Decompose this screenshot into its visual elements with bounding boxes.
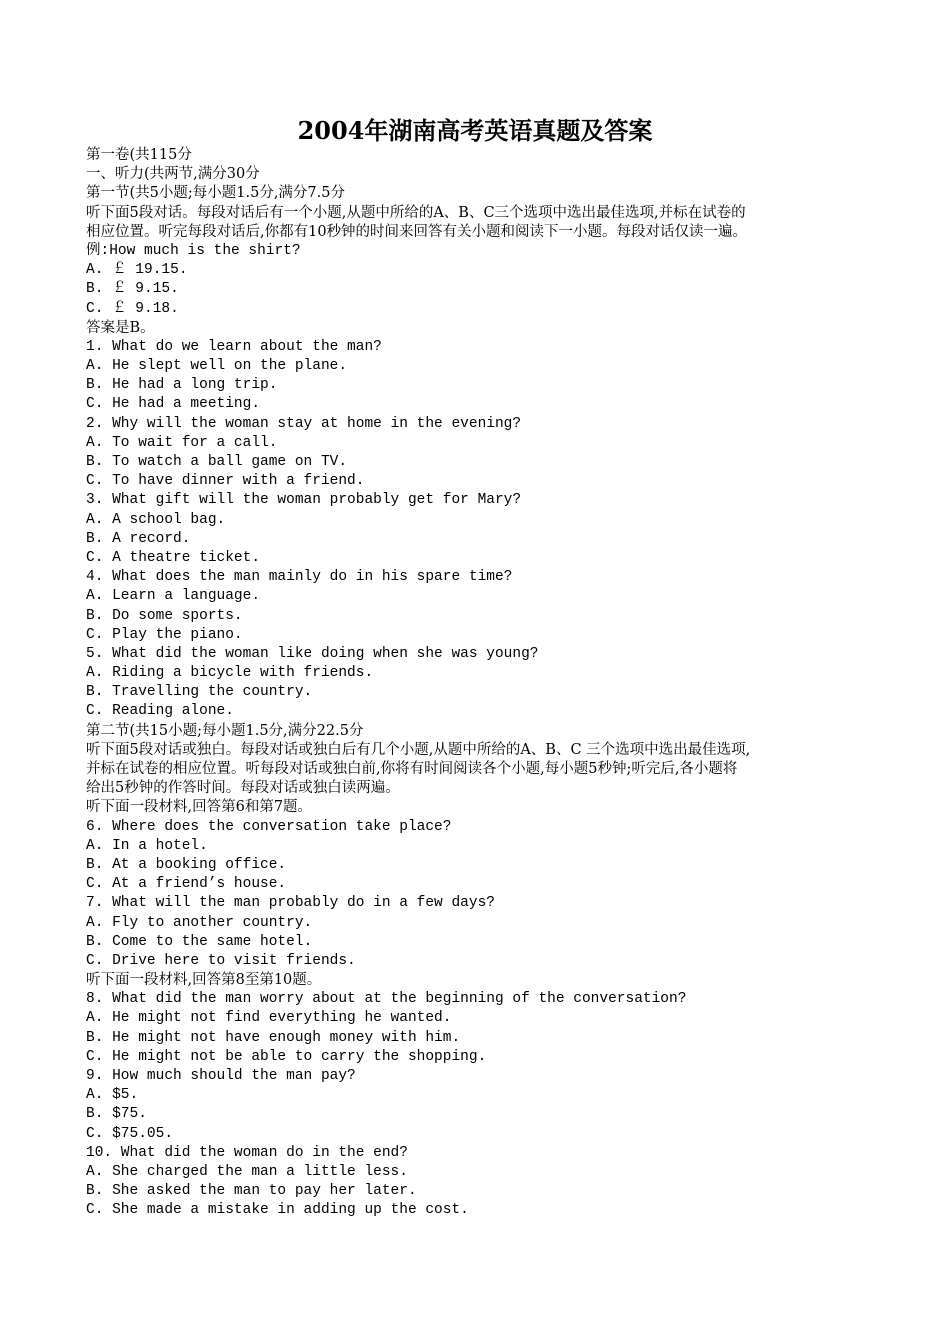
instruction-line: 相应位置。听完每段对话后,你都有10秒钟的时间来回答有关小题和阅读下一小题。每段对话仅读一遍。	[86, 223, 748, 240]
text-line: B. $75.	[86, 1106, 147, 1123]
text-line: 例:How much is the shirt?	[86, 242, 301, 259]
instruction-line: 一、听力(共两节,满分30分	[86, 166, 260, 183]
instruction-line: 给出5秒钟的作答时间。每段对话或独白读两遍。	[86, 780, 400, 797]
text-line: B. He might not have enough money with him.	[86, 1029, 461, 1046]
text-line: C. $75.05.	[86, 1125, 174, 1142]
text-line: C. He had a meeting.	[86, 396, 261, 413]
text-line: 1. What do we learn about the man?	[86, 338, 382, 355]
document-body	[86, 146, 866, 1221]
instruction-line: 听下面一段材料,回答第8至第10题。	[86, 972, 322, 989]
text-line: A. ￡ 19.15.	[86, 262, 188, 279]
text-line: C. To have dinner with a friend.	[86, 473, 365, 490]
text-line: B. Come to the same hotel.	[86, 933, 313, 950]
text-line: C. ￡ 9.18.	[86, 300, 179, 317]
text-line: A. He slept well on the plane.	[86, 358, 348, 375]
instruction-line: 第一卷(共115分	[86, 147, 192, 163]
text-line: A. A school bag.	[86, 511, 226, 528]
instruction-line: 听下面5段对话。每段对话后有一个小题,从题中所给的A、B、C三个选项中选出最佳选项,并标在试卷的	[86, 204, 746, 221]
page-title: 2004年湖南高考英语真题及答案	[297, 116, 653, 145]
text-line: B. A record.	[86, 530, 191, 547]
instruction-line: 听下面一段材料,回答第6和第7题。	[86, 799, 313, 816]
text-line: A. To wait for a call.	[86, 434, 278, 451]
text-line: A. Riding a bicycle with friends.	[86, 665, 374, 682]
text-line: B. ￡ 9.15.	[86, 281, 179, 298]
text-line: B. At a booking office.	[86, 856, 287, 873]
text-line: B. Travelling the country.	[86, 684, 313, 701]
instruction-line: 听下面5段对话或独白。每段对话或独白后有几个小题,从题中所给的A、B、C 三个选项中选出最佳选项,	[86, 741, 751, 758]
text-line: C. Drive here to visit friends.	[86, 952, 356, 969]
text-line: 10. What did the woman do in the end?	[86, 1144, 408, 1161]
instruction-line: 答案是B。	[86, 319, 155, 336]
text-line: B. To watch a ball game on TV.	[86, 454, 348, 470]
text-line: C. At a friend’s house.	[86, 876, 287, 893]
text-line: C. He might not be able to carry the shopping.	[86, 1048, 487, 1065]
text-line: 3. What gift will the woman probably get for Mary?	[86, 492, 522, 509]
text-line: A. Fly to another country.	[86, 914, 313, 931]
instruction-line: 第一节(共5小题;每小题1.5分,满分7.5分	[86, 185, 345, 202]
text-line: 7. What will the man probably do in a few days?	[86, 895, 495, 912]
text-line: C. A theatre ticket.	[86, 549, 261, 566]
text-line: 4. What does the man mainly do in his spare time?	[86, 569, 513, 586]
instruction-line: 第二节(共15小题;每小题1.5分,满分22.5分	[86, 722, 364, 739]
text-line: C. Play the piano.	[86, 626, 243, 643]
text-line: 2. Why will the woman stay at home in the evening?	[86, 415, 522, 432]
text-line: A. $5.	[86, 1087, 139, 1104]
text-line: 5. What did the woman like doing when she was young?	[86, 645, 539, 662]
instruction-line: 并标在试卷的相应位置。听每段对话或独白前,你将有时间阅读各个小题,每小题5秒钟;听完后,各小题将	[86, 761, 738, 777]
text-line: A. Learn a language.	[86, 588, 261, 605]
text-line: B. She asked the man to pay her later.	[86, 1183, 417, 1200]
text-line: C. Reading alone.	[86, 703, 234, 720]
text-line: A. In a hotel.	[86, 837, 208, 854]
text-line: B. Do some sports.	[86, 607, 243, 624]
text-line: B. He had a long trip.	[86, 377, 278, 394]
text-line: 8. What did the man worry about at the beginning of the conversation?	[86, 991, 687, 1008]
text-line: 6. Where does the conversation take place?	[86, 818, 452, 835]
text-line: A. She charged the man a little less.	[86, 1163, 408, 1180]
text-line: C. She made a mistake in adding up the cost.	[86, 1202, 469, 1219]
text-line: 9. How much should the man pay?	[86, 1068, 356, 1084]
text-line: A. He might not find everything he wanted.	[86, 1010, 452, 1027]
